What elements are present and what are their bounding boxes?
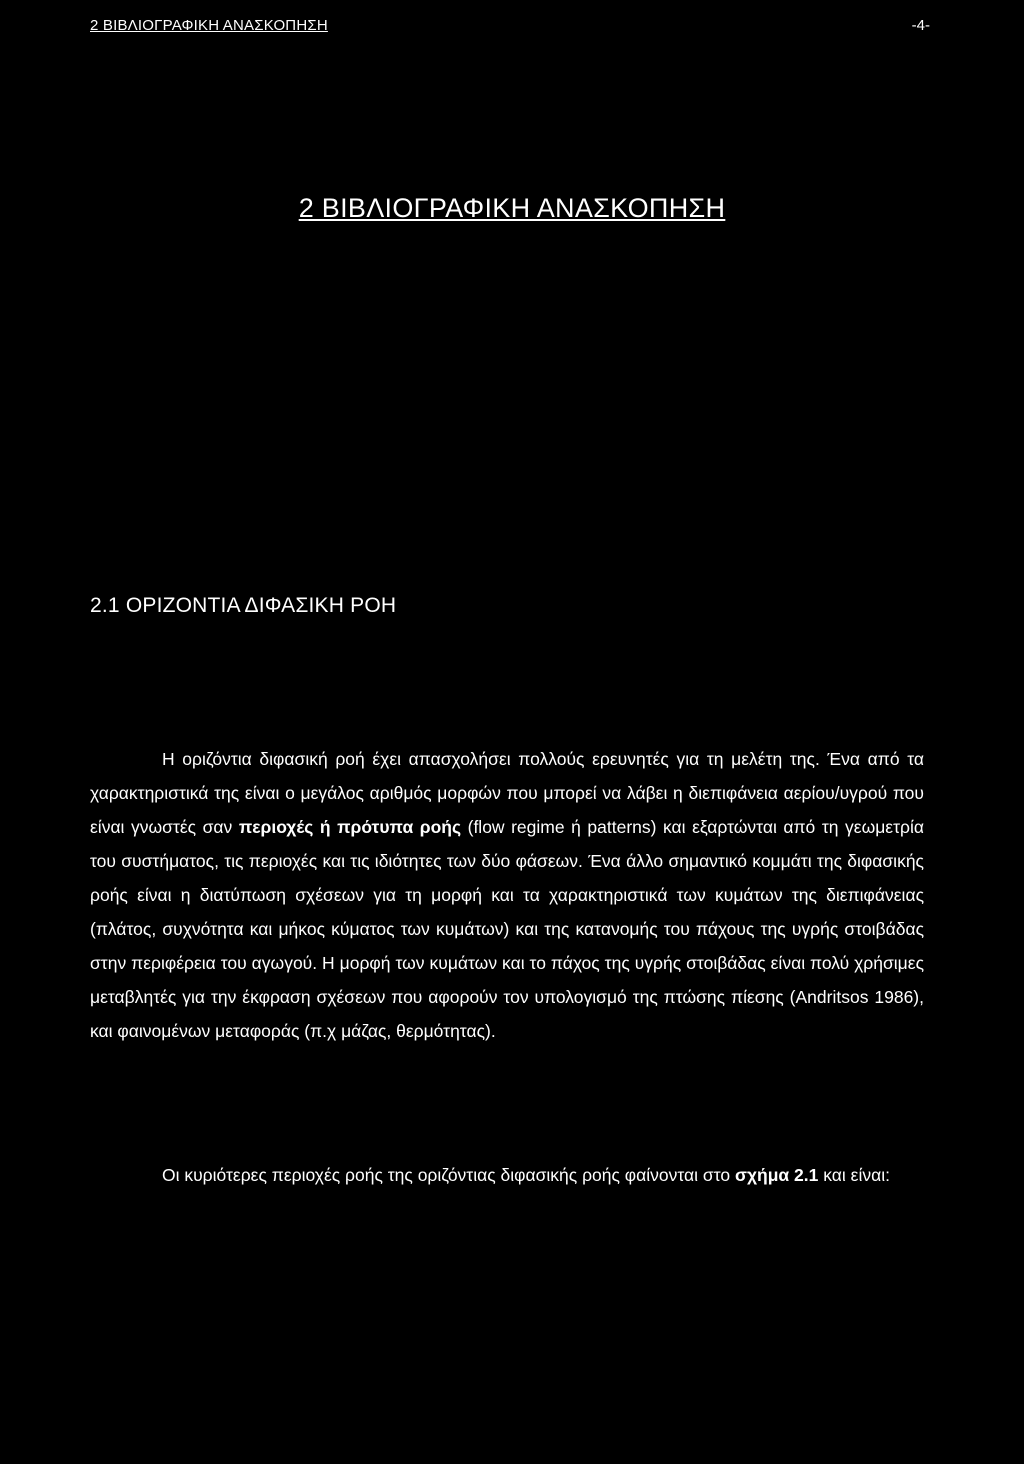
chapter-title: 2 ΒΙΒΛΙΟΓΡΑΦΙΚΗ ΑΝΑΣΚΟΠΗΣΗ xyxy=(298,193,726,223)
section-heading: 2.1 ΟΡΙΖΟΝΤΙΑ ΔΙΦΑΣΙΚΗ ΡΟΗ xyxy=(90,594,397,617)
page-number: -4- xyxy=(911,17,930,34)
paragraph-text: και είναι: xyxy=(818,1165,890,1185)
body-paragraph xyxy=(90,743,924,1048)
emphasized-term: περιοχές ή πρότυπα ροής xyxy=(238,816,462,837)
body-paragraph xyxy=(90,1159,924,1193)
paragraph-text: (flow regime ή patterns) και εξαρτώνται από τη γεωμετρία του συστήματος, τις περιοχές και τις ιδιότητες των δύο φάσεων. Ένα άλλο σημαντικό κομμάτι της διφασικής ροής είναι η διατύπωση σχέσεων για τη μορφή και τα χαρακτηριστικά των κυμάτων της διεπιφάνειας (πλάτος, συχνότητα και μήκος κύματος των κυμάτων) και της κατανομής του πάχους της υγρής στοιβάδας στην περιφέρεια του αγωγού. Η μορφή των κυμάτων και το πάχος της υγρής στοιβάδας είναι πολύ χρήσιμες μεταβλητές για την έκφραση σχέσεων που αφορούν τον υπολογισμό της πτώσης πίεσης (Andritsos 1986), και φαινομένων μεταφοράς (π.χ μάζας, θερμότητας). xyxy=(90,816,924,1041)
figure-reference: σχήμα 2.1 xyxy=(734,1165,819,1185)
running-title: 2 ΒΙΒΛΙΟΓΡΑΦΙΚΗ ΑΝΑΣΚΟΠΗΣΗ xyxy=(90,17,328,34)
paragraph-text: Οι κυριότερες περιοχές ροής της οριζόντιας διφασικής ροής φαίνονται στο xyxy=(162,1165,735,1185)
running-header xyxy=(90,17,930,39)
paragraph-text: Η οριζόντια διφασική ροή έχει απασχολήσει πολλούς ερευνητές για τη μελέτη της. Ένα από τα χαρακτηριστικά της είναι ο μεγάλος αριθμός μορφών που μπορεί να λάβει η διεπιφάνεια αερίου/υγρού που είναι γνωστές σαν xyxy=(90,749,924,837)
